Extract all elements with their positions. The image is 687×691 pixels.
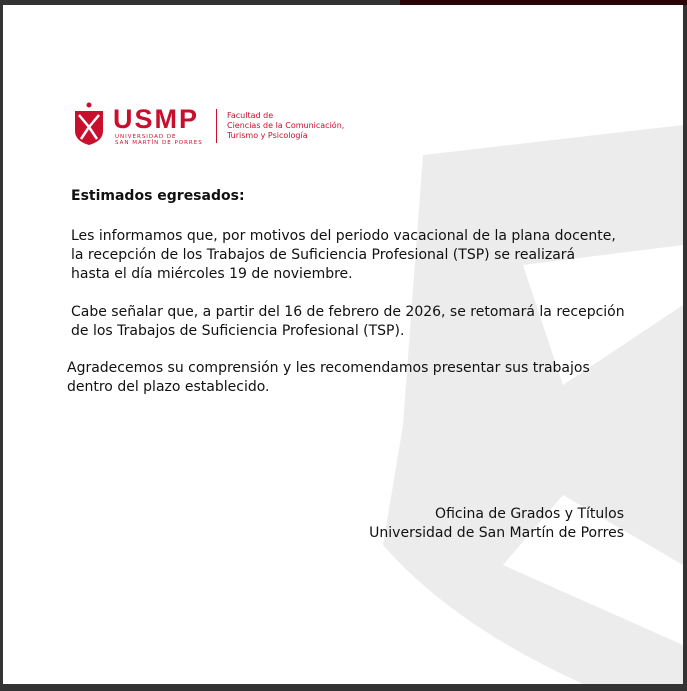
brand-subtitle: UNIVERSIDAD DE SAN MARTÍN DE PORRES (115, 134, 203, 146)
paragraph-1: Les informamos que, por motivos del periodo vacacional de la plana docente, la recepción de los Trabajos de Suficiencia Profesional (TSP) se realizará hasta el día miércoles 19 de noviembre. (71, 228, 616, 282)
shield-icon (69, 101, 109, 151)
brand-name: USMP (113, 104, 200, 134)
greeting: Estimados egresados: (71, 188, 245, 204)
paragraph-3: Agradecemos su comprensión y les recomendamos presentar sus trabajos dentro del plazo establecido. (67, 360, 590, 395)
announcement-image (3, 5, 683, 684)
faculty-name: Facultad de Ciencias de la Comunicación, Turismo y Psicología (227, 111, 345, 140)
paragraph-2: Cabe señalar que, a partir del 16 de febrero de 2026, se retomará la recepción de los Trabajos de Suficiencia Profesional (TSP). (71, 304, 625, 339)
logo-divider (216, 109, 217, 143)
signature: Oficina de Grados y Títulos Universidad de San Martín de Porres (369, 506, 624, 541)
usmp-logo (69, 101, 389, 151)
